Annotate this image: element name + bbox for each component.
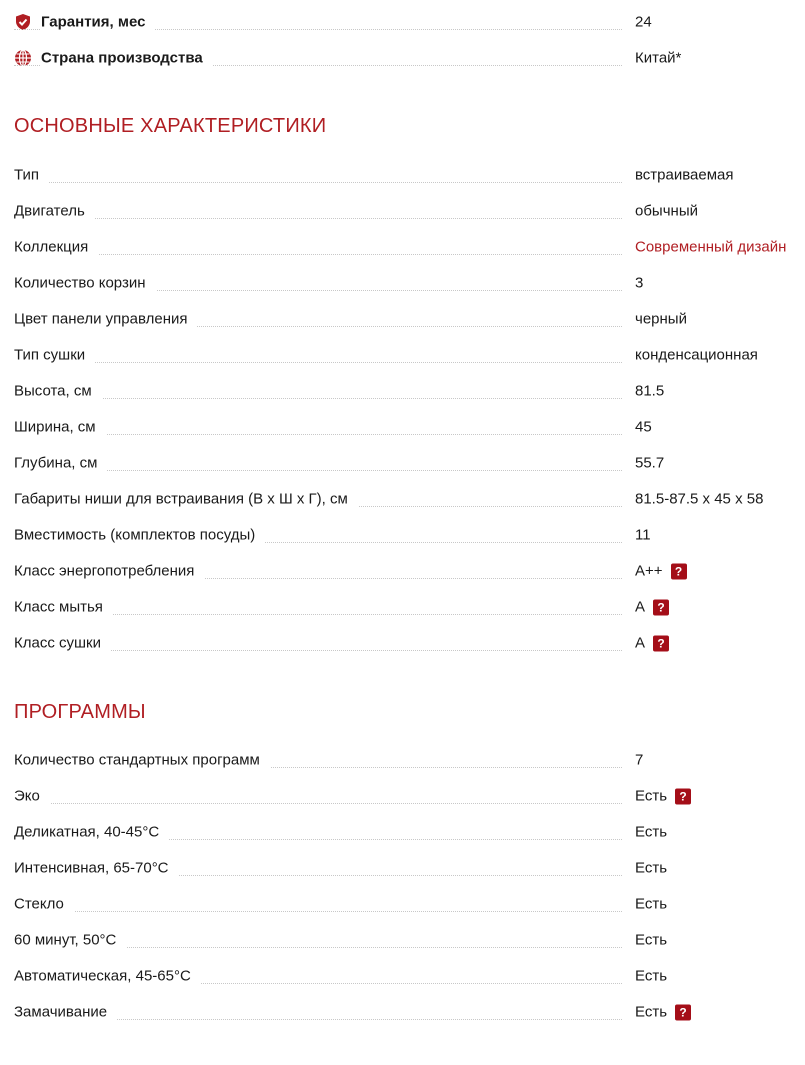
dotted-leader bbox=[14, 218, 622, 219]
dotted-leader bbox=[14, 254, 622, 255]
spec-row bbox=[0, 301, 805, 337]
spec-label: Количество стандартных программ bbox=[14, 752, 270, 769]
spec-value: конденсационная bbox=[635, 346, 758, 364]
spec-label: Класс сушки bbox=[14, 635, 111, 652]
spec-value: Есть bbox=[635, 895, 668, 913]
spec-value: встраиваемая bbox=[635, 166, 734, 184]
spec-value: Есть bbox=[635, 967, 668, 985]
spec-row bbox=[0, 625, 805, 661]
spec-value: Есть bbox=[635, 823, 668, 841]
spec-row bbox=[0, 445, 805, 481]
spec-label: Габариты ниши для встраивания (В х Ш х Г), см bbox=[14, 491, 358, 508]
collection-link[interactable]: Современный дизайн bbox=[635, 238, 787, 256]
section-title-programs: ПРОГРАММЫ bbox=[14, 701, 146, 723]
spec-value: 3 bbox=[635, 274, 644, 292]
spec-value: 7 bbox=[635, 751, 644, 769]
spec-label: Эко bbox=[14, 788, 50, 805]
spec-row bbox=[0, 994, 805, 1030]
spec-row bbox=[0, 193, 805, 229]
spec-label: Стекло bbox=[14, 896, 74, 913]
spec-value: обычный bbox=[635, 202, 698, 220]
dotted-leader bbox=[14, 803, 622, 804]
spec-row bbox=[0, 229, 805, 265]
spec-label: Класс энергопотребления bbox=[14, 563, 204, 580]
spec-row bbox=[0, 958, 805, 994]
help-icon[interactable]: ? bbox=[675, 1004, 691, 1020]
spec-label: Класс мытья bbox=[14, 599, 113, 616]
spec-value-with-help bbox=[635, 788, 691, 805]
spec-value: 11 bbox=[635, 526, 651, 544]
spec-label: Тип bbox=[14, 167, 49, 184]
spec-label: 60 минут, 50°C bbox=[14, 932, 126, 949]
spec-value: 45 bbox=[635, 418, 652, 436]
spec-label: Тип сушки bbox=[14, 347, 95, 364]
spec-value-with-help bbox=[635, 635, 669, 652]
spec-value: черный bbox=[635, 310, 687, 328]
spec-row-warranty bbox=[0, 4, 805, 40]
spec-label: Деликатная, 40-45°C bbox=[14, 824, 169, 841]
spec-value: A bbox=[635, 598, 646, 616]
spec-label: Цвет панели управления bbox=[14, 311, 197, 328]
spec-label: Замачивание bbox=[14, 1004, 117, 1021]
spec-row bbox=[0, 337, 805, 373]
spec-row bbox=[0, 814, 805, 850]
help-icon[interactable]: ? bbox=[671, 563, 687, 579]
spec-label: Вместимость (комплектов посуды) bbox=[14, 527, 265, 544]
spec-value-with-help bbox=[635, 1004, 691, 1021]
spec-value: Есть bbox=[635, 859, 668, 877]
spec-value: Есть bbox=[635, 931, 668, 949]
spec-row bbox=[0, 409, 805, 445]
spec-label: Глубина, см bbox=[14, 455, 107, 472]
spec-row bbox=[0, 481, 805, 517]
spec-label: Количество корзин bbox=[14, 275, 156, 292]
spec-label: Интенсивная, 65-70°C bbox=[14, 860, 179, 877]
spec-label: Коллекция bbox=[14, 239, 98, 256]
spec-value: A bbox=[635, 634, 646, 652]
spec-row bbox=[0, 553, 805, 589]
spec-row bbox=[0, 886, 805, 922]
spec-value-with-help bbox=[635, 563, 687, 580]
spec-label: Автоматическая, 45-65°C bbox=[14, 968, 201, 985]
spec-value: Есть bbox=[635, 1003, 668, 1021]
spec-label: Высота, см bbox=[14, 383, 102, 400]
help-icon[interactable]: ? bbox=[653, 635, 669, 651]
spec-value: Есть bbox=[635, 787, 668, 805]
spec-row-country bbox=[0, 40, 805, 76]
section-title-main: ОСНОВНЫЕ ХАРАКТЕРИСТИКИ bbox=[14, 115, 327, 137]
spec-label: Ширина, см bbox=[14, 419, 106, 436]
spec-label: Страна производства bbox=[41, 50, 213, 67]
help-icon[interactable]: ? bbox=[653, 599, 669, 615]
dotted-leader bbox=[14, 911, 622, 912]
spec-row bbox=[0, 922, 805, 958]
spec-row bbox=[0, 265, 805, 301]
dotted-leader bbox=[14, 182, 622, 183]
spec-value-with-help bbox=[635, 599, 669, 616]
dotted-leader bbox=[14, 398, 622, 399]
spec-value: 81.5 bbox=[635, 382, 665, 400]
spec-row bbox=[0, 778, 805, 814]
spec-row bbox=[0, 157, 805, 193]
spec-value: Китай* bbox=[635, 49, 682, 67]
spec-row bbox=[0, 850, 805, 886]
spec-value: 55.7 bbox=[635, 454, 665, 472]
spec-label: Гарантия, мес bbox=[41, 14, 155, 31]
help-icon[interactable]: ? bbox=[675, 788, 691, 804]
spec-row bbox=[0, 742, 805, 778]
spec-row bbox=[0, 589, 805, 625]
spec-value: 81.5-87.5 х 45 х 58 bbox=[635, 490, 764, 508]
spec-row bbox=[0, 517, 805, 553]
dotted-leader bbox=[14, 362, 622, 363]
spec-value: 24 bbox=[635, 13, 652, 31]
spec-label: Двигатель bbox=[14, 203, 95, 220]
spec-value: A++ bbox=[635, 562, 663, 580]
spec-row bbox=[0, 373, 805, 409]
